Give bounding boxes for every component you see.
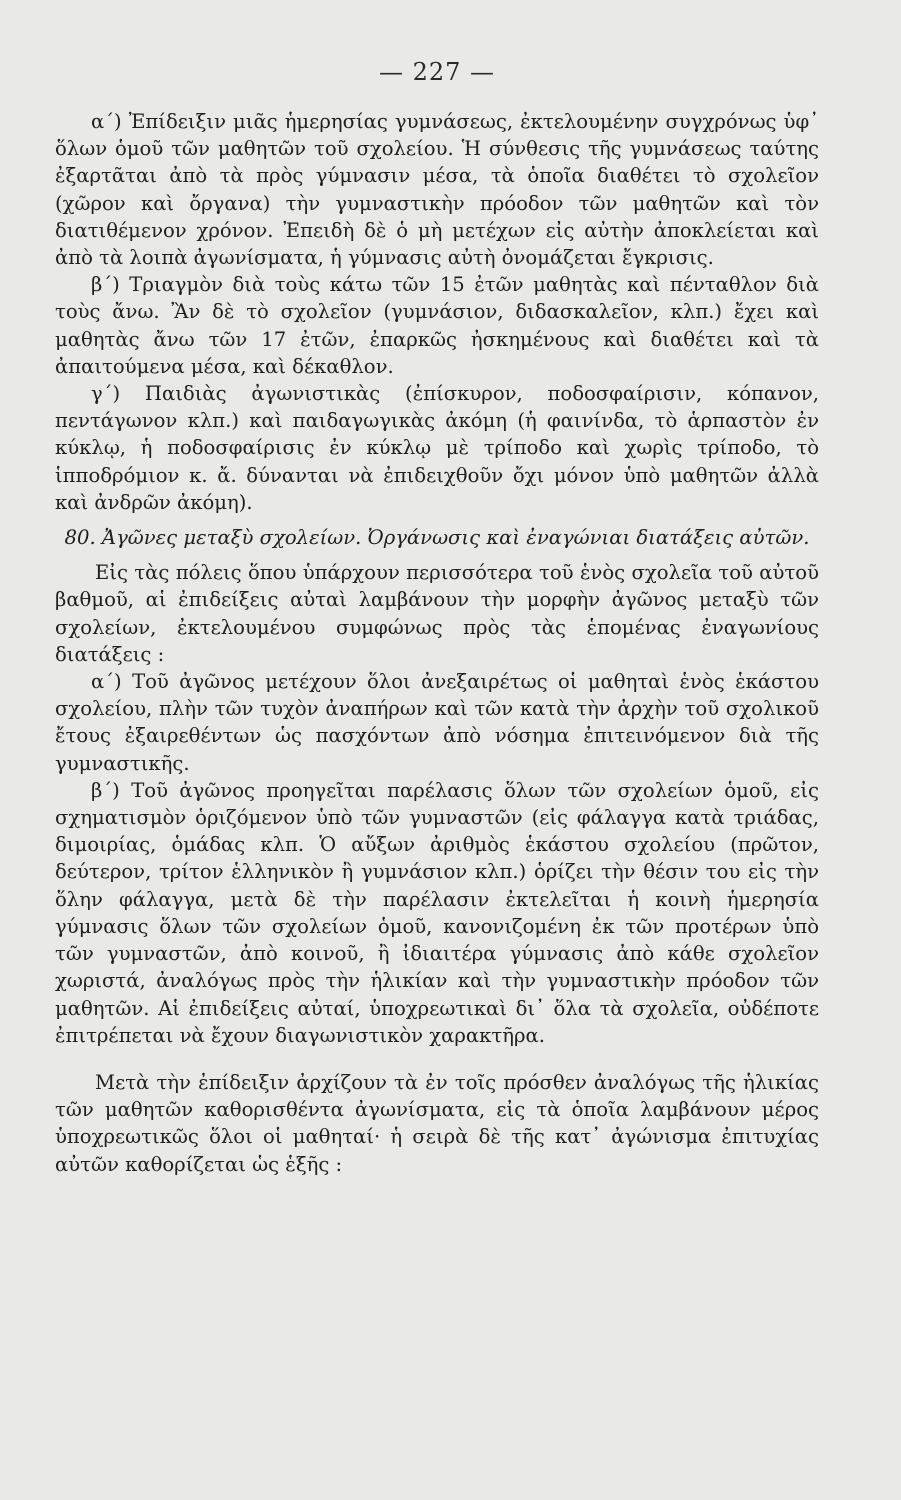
section-heading: 80. Ἀγῶνες μεταξὺ σχολείων. Ὀργάνωσις καὶ ἐναγώνιαι διατάξεις αὐτῶν.: [64, 526, 810, 550]
paragraph-closing: Μετὰ τὴν ἐπίδειξιν ἀρχίζουν τὰ ἐν τοῖς πρόσθεν ἀναλόγως τῆς ἡλικίας τῶν μαθητῶν καθορισθέντα ἀγωνίσματα, εἰς τὰ ὁποῖα λαμβάνουν μέρος ὑποχρεωτικῶς ὅλοι οἱ μαθηταί· ἡ σειρὰ δὲ τῆς κατ᾽ ἀγώνισμα ἐπιτυχίας αὐτῶν καθορίζεται ὡς ἑξῆς :: [55, 1070, 819, 1176]
paragraph-rule-alpha: α΄) Τοῦ ἀγῶνος μετέχουν ὅλοι ἀνεξαιρέτως οἱ μαθηταὶ ἑνὸς ἑκάστου σχολείου, πλὴν τῶν τυχὸν ἀναπήρων καὶ τῶν κατὰ τὴν ἀρχὴν τοῦ σχολικοῦ ἔτους ἐξαιρεθέντων ὡς πασχόντων ἀπὸ νόσημα ἐπιτεινόμενον διὰ τῆς γυμναστικῆς.: [55, 670, 819, 775]
paragraph-rule-beta: β΄) Τοῦ ἀγῶνος προηγεῖται παρέλασις ὅλων τῶν σχολείων ὁμοῦ, εἰς σχηματισμὸν ὁριζόμενον ὑπὸ τῶν γυμναστῶν (εἰς φάλαγγα κατὰ τριάδας, διμοιρίας, ὁμάδας κλπ. Ὁ αὔξων ἀριθμὸς ἑκάστου σχολείου (πρῶτον, δεύτερον, τρίτον ἑλληνικὸν ἢ γυμνάσιον κλπ.) ὁρίζει τὴν θέσιν του εἰς τὴν ὅλην φάλαγγα, μετὰ δὲ τὴν παρέλασιν ἐκτελεῖται ἡ κοινὴ ἡμερησία γύμνασις ὅλων τῶν σχολείων ὁμοῦ, κανονιζομένη ἐκ τῶν προτέρων ὑπὸ τῶν γυμναστῶν, ἀπὸ κοινοῦ, ἢ ἰδιαιτέρα γύμνασις ἀπὸ κάθε σχολεῖον χωριστά, ἀναλόγως πρὸς τὴν ἡλικίαν καὶ τὴν γυμναστικὴν πρόοδον τῶν μαθητῶν. Αἱ ἐπιδείξεις αὐταί, ὑποχρεωτικαὶ δι᾽ ὅλα τὰ σχολεῖα, οὐδέποτε ἐπιτρέπεται νὰ ἔχουν διαγωνιστικὸν χαρακτῆρα.: [55, 778, 819, 1047]
page-number: — 227 —: [378, 58, 496, 86]
paragraph-beta: β΄) Τριαγμὸν διὰ τοὺς κάτω τῶν 15 ἐτῶν μαθητὰς καὶ πένταθλον διὰ τοὺς ἄνω. Ἂν δὲ τὸ σχολεῖον (γυμνάσιον, διδασκαλεῖον, κλπ.) ἔχει καὶ μαθητὰς ἄνω τῶν 17 ἐτῶν, ἐπαρκῶς ἠσκημένους καὶ διαθέτει καὶ τὰ ἀπαιτούμενα μέσα, καὶ δέκαθλον.: [55, 273, 819, 378]
paragraph-gamma: γ΄) Παιδιὰς ἀγωνιστικὰς (ἐπίσκυρον, ποδοσφαίρισιν, κόπανον, πεντάγωνον κλπ.) καὶ παιδαγωγικὰς ἀκόμη (ἡ φαινίνδα, τὸ ἁρπαστὸν ἐν κύκλῳ, ἡ ποδοσφαίρισις ἐν κύκλῳ μὲ τρίποδο καὶ χωρὶς τρίποδο, τὸ ἱπποδρόμιον κ. ἄ. δύνανται νὰ ἐπιδειχθοῦν ὄχι μόνον ὑπὸ μαθητῶν ἀλλὰ καὶ ἀνδρῶν ἀκόμη).: [55, 382, 819, 514]
paragraph-alpha: α΄) Ἐπίδειξιν μιᾶς ἡμερησίας γυμνάσεως, ἐκτελουμένην συγχρόνως ὑφ᾽ ὅλων ὁμοῦ τῶν μαθητῶν τοῦ σχολείου. Ἡ σύνθεσις τῆς γυμνάσεως ταύτης ἐξαρτᾶται ἀπὸ τὰ πρὸς γύμνασιν μέσα, τὰ ὁποῖα διαθέτει τὸ σχολεῖον (χῶρον καὶ ὄργανα) τὴν γυμναστικὴν πρόοδον τῶν μαθητῶν καὶ τὸν διατιθέμενον χρόνον. Ἐπειδὴ δὲ ὁ μὴ μετέχων εἰς αὐτὴν ἀποκλείεται καὶ ἀπὸ τὰ λοιπὰ ἀγωνίσματα, ἡ γύμνασις αὐτὴ ὀνομάζεται ἔγκρισις.: [55, 110, 819, 270]
paragraph-intro: Εἰς τὰς πόλεις ὅπου ὑπάρχουν περισσότερα τοῦ ἑνὸς σχολεῖα τοῦ αὐτοῦ βαθμοῦ, αἱ ἐπιδείξεις αὐταὶ λαμβάνουν τὴν μορφὴν ἀγῶνος μεταξὺ τῶν σχολείων, ἐκτελουμένου συμφώνως πρὸς τὰς ἑπομένας ἐναγωνίους διατάξεις :: [55, 561, 819, 666]
